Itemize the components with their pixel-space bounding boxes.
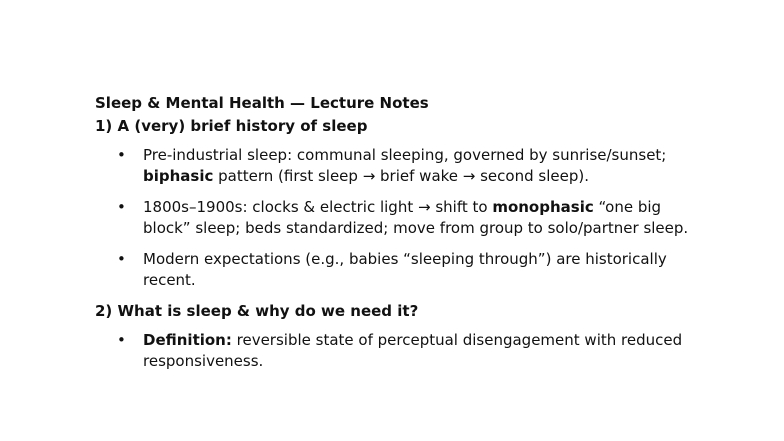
list-item — [95, 145, 703, 187]
bullet-text-post: pattern (first sleep → brief wake → second sleep). — [213, 167, 589, 185]
history-bullet-list — [95, 145, 735, 291]
list-item — [95, 330, 703, 372]
list-item — [95, 197, 703, 239]
bullet-marker: • — [117, 146, 126, 164]
bullet-text-post: reversible state of perceptual disengagement with reduced responsiveness. — [143, 331, 683, 370]
bullet-text-bold: Definition: — [143, 331, 232, 349]
bullet-text-post: “one big block” sleep; beds standardized; move from group to solo/partner sleep. — [143, 198, 689, 237]
bullet-text-pre: 1800s–1900s: clocks & electric light → shift to — [143, 198, 493, 216]
bullet-text-bold: biphasic — [143, 167, 214, 185]
section-heading-why-sleep: 2) What is sleep & why do we need it? — [95, 302, 419, 320]
bullet-text-bold: monophasic — [492, 198, 594, 216]
bullet-marker: • — [117, 250, 126, 268]
section-heading-history: 1) A (very) brief history of sleep — [95, 117, 368, 135]
document-title: Sleep & Mental Health — Lecture Notes — [95, 94, 429, 112]
document-page — [95, 93, 735, 382]
why-sleep-bullet-list — [95, 330, 735, 372]
bullet-text: Modern expectations (e.g., babies “sleeping through”) are historically recent. — [143, 250, 667, 289]
bullet-text-pre: Pre-industrial sleep: communal sleeping, governed by sunrise/sunset; — [143, 146, 667, 164]
list-item — [95, 249, 703, 291]
bullet-marker: • — [117, 331, 126, 349]
bullet-marker: • — [117, 198, 126, 216]
